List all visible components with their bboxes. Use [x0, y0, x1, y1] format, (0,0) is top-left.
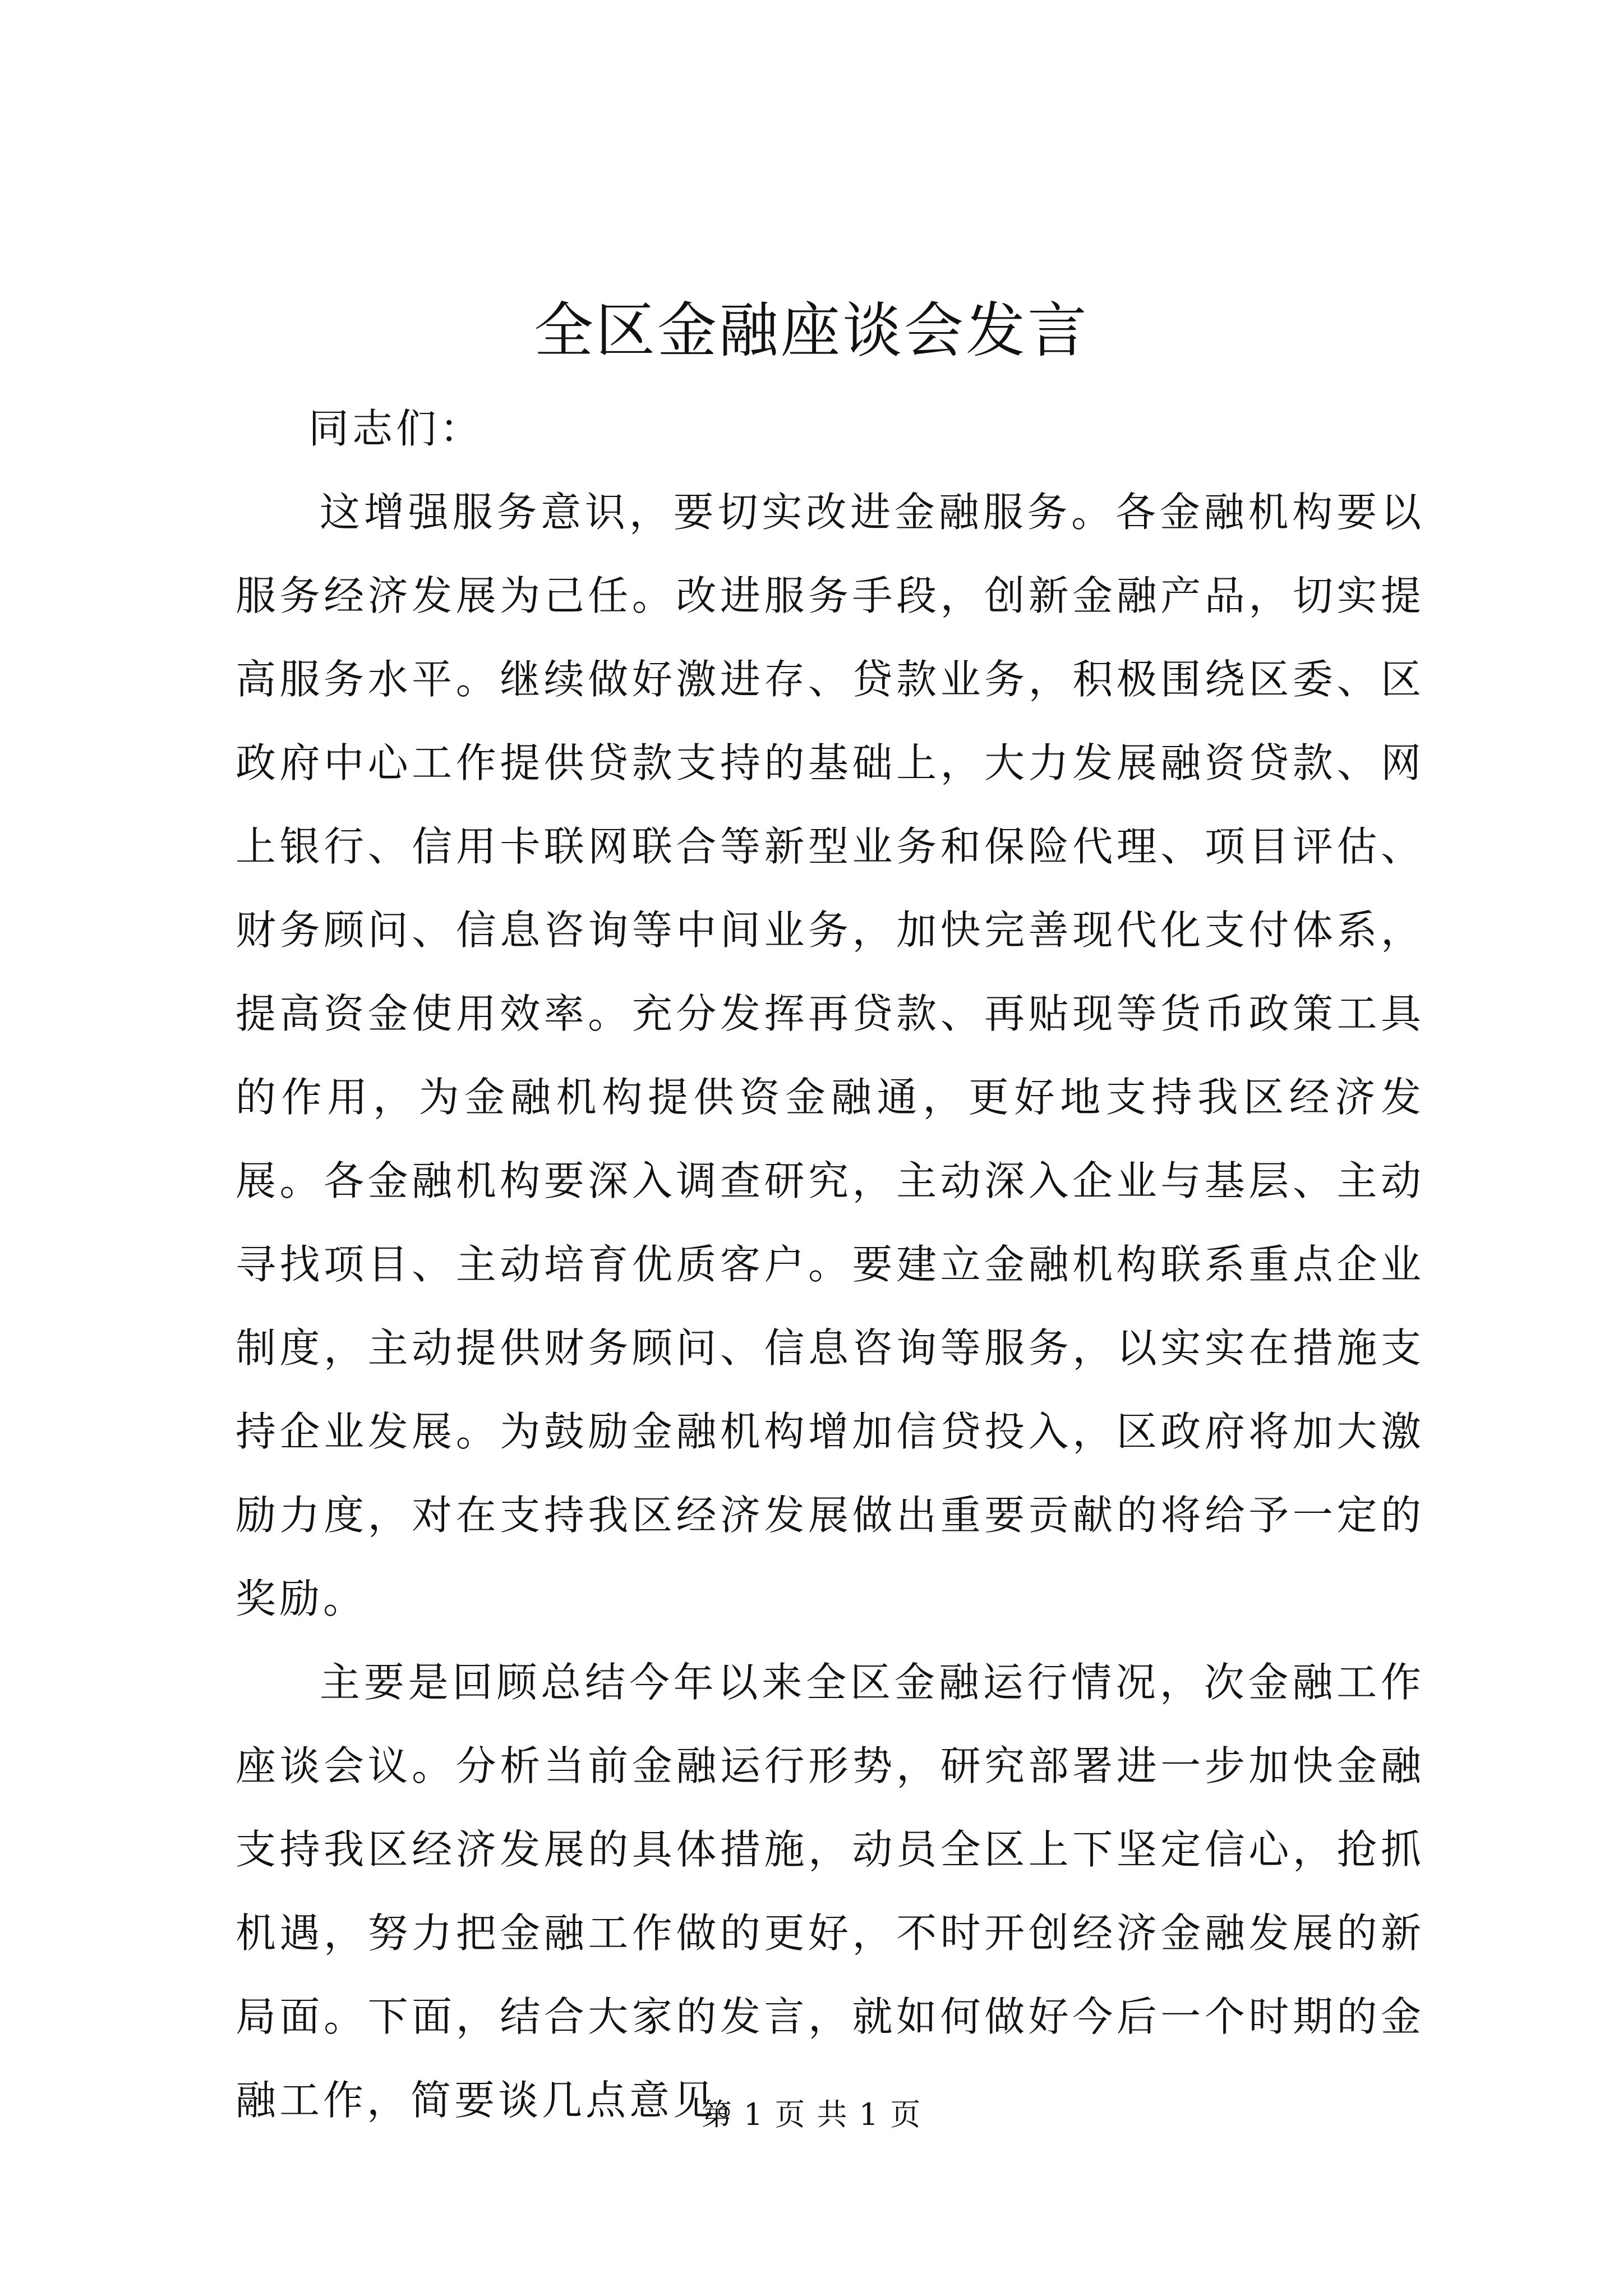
- paragraph-1: 这增强服务意识，要切实改进金融服务。各金融机构要以服务经济发展为己任。改进服务手段，创新金融产品，切实提高服务水平。继续做好激进存、贷款业务，积极围绕区委、区政府中心工作提供贷款支持的基础上，大力发展融资贷款、网上银行、信用卡联网联合等新型业务和保险代理、项目评估、财务顾问、信息咨询等中间业务，加快完善现代化支付体系，提高资金使用效率。充分发挥再贷款、再贴现等货币政策工具的作用，为金融机构提供资金融通，更好地支持我区经济发展。各金融机构要深入调查研究，主动深入企业与基层、主动寻找项目、主动培育优质客户。要建立金融机构联系重点企业制度，主动提供财务顾问、信息咨询等服务，以实实在措施支持企业发展。为鼓励金融机构增加信贷投入，区政府将加大激励力度，对在支持我区经济发展做出重要贡献的将给予一定的奖励。: [236, 489, 1424, 1622]
- salutation: 同志们：: [308, 405, 484, 452]
- page-number-footer: 第 1 页 共 1 页: [701, 2097, 922, 2132]
- document-title: 全区金融座谈会发言: [534, 296, 1089, 365]
- paragraph-2: 主要是回顾总结今年以来全区金融运行情况，次金融工作座谈会议。分析当前金融运行形势，研究部署进一步加快金融支持我区经济发展的具体措施，动员全区上下坚定信心，抢抓机遇，努力把金融工作做的更好，不时开创经济金融发展的新局面。下面，结合大家的发言，就如何做好今后一个时期的金融工作，简要谈几点意见。: [236, 1659, 1424, 2124]
- document-body: [236, 387, 1424, 2142]
